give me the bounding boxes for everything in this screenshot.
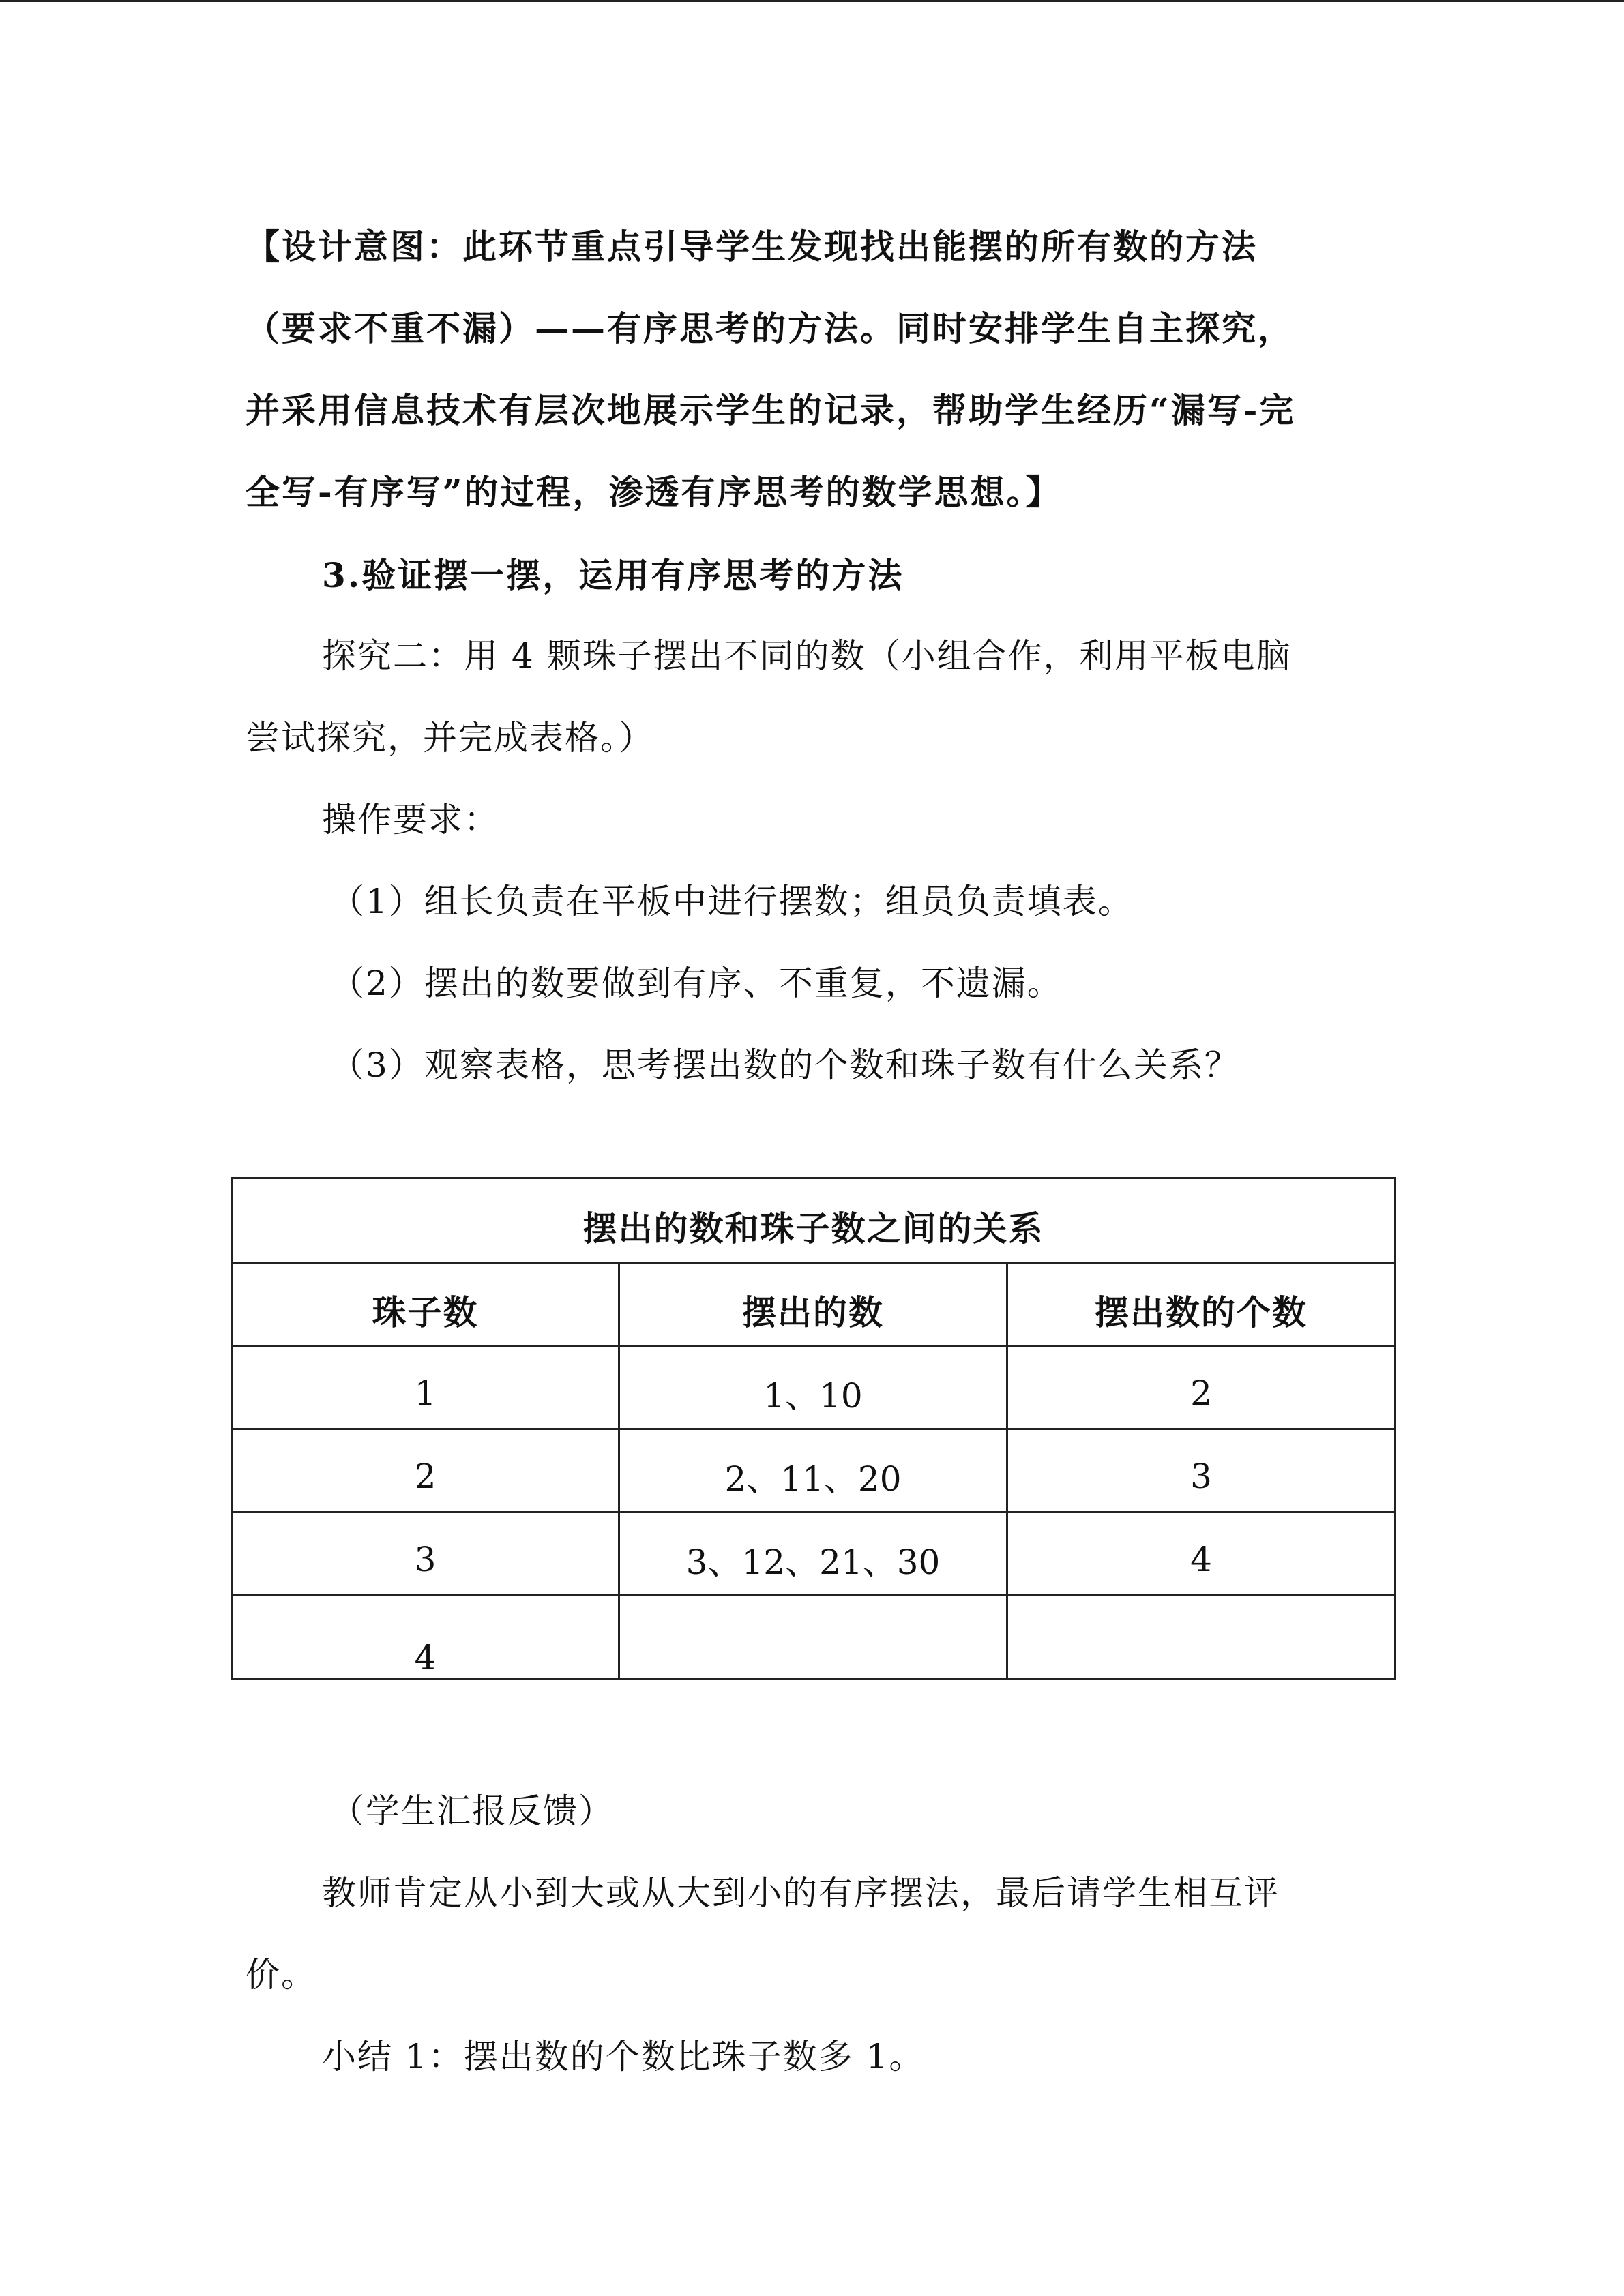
requirement-item-1: （1）组长负责在平板中进行摆数；组员负责填表。 [330,882,1134,921]
page-top-border [0,0,1624,2]
design-intent-line-4: 全写-有序写”的过程，渗透有序思考的数学思想。】 [246,472,1062,512]
table-row [232,1429,1396,1512]
table-cell: 4 [1007,1512,1396,1596]
table-title: 摆出的数和珠子数之间的关系 [232,1178,1396,1263]
requirement-item-3: （3）观察表格，思考摆出数的个数和珠子数有什么关系？ [330,1045,1240,1085]
table-cell: 2 [1007,1346,1396,1429]
column-header-beads: 珠子数 [232,1263,619,1346]
design-intent-line-3: 并采用信息技术有层次地展示学生的记录，帮助学生经历“漏写-完 [246,390,1296,430]
requirements-title: 操作要求： [322,800,499,839]
table-header-row [232,1263,1396,1346]
table-cell: 4 [232,1596,619,1679]
table-title-row [232,1178,1396,1263]
column-header-count: 摆出数的个数 [1007,1263,1396,1346]
table-cell: 3、12、21、30 [619,1512,1007,1596]
table-cell-empty [1007,1596,1396,1679]
table-cell: 2、11、20 [619,1429,1007,1512]
table-row [232,1512,1396,1596]
summary-line: 小结 1：摆出数的个数比珠子数多 1。 [322,2037,925,2076]
exploration-line-2: 尝试探究，并完成表格。） [246,718,654,758]
table-cell: 3 [1007,1429,1396,1512]
table-cell: 1 [232,1346,619,1429]
design-intent-line-2: （要求不重不漏）——有序思考的方法。同时安排学生自主探究， [246,308,1294,348]
design-intent-line-1: 【设计意图：此环节重点引导学生发现找出能摆的所有数的方法 [246,226,1258,267]
requirement-item-2: （2）摆出的数要做到有序、不重复，不遗漏。 [330,964,1063,1003]
section-heading: 3.验证摆一摆，运用有序思考的方法 [322,555,904,595]
table-cell: 3 [232,1512,619,1596]
teacher-note-line-1: 教师肯定从小到大或从大到小的有序摆法，最后请学生相互评 [322,1873,1280,1913]
table-row [232,1346,1396,1429]
teacher-note-line-2: 价。 [246,1955,316,1995]
table-cell: 2 [232,1429,619,1512]
table-cell-empty [619,1596,1007,1679]
relation-table [231,1177,1396,1680]
table-row [232,1596,1396,1679]
column-header-numbers: 摆出的数 [619,1263,1007,1346]
feedback-note: （学生汇报反馈） [330,1791,614,1831]
exploration-line-1: 探究二：用 4 颗珠子摆出不同的数（小组合作，利用平板电脑 [322,636,1292,676]
table-cell: 1、10 [619,1346,1007,1429]
